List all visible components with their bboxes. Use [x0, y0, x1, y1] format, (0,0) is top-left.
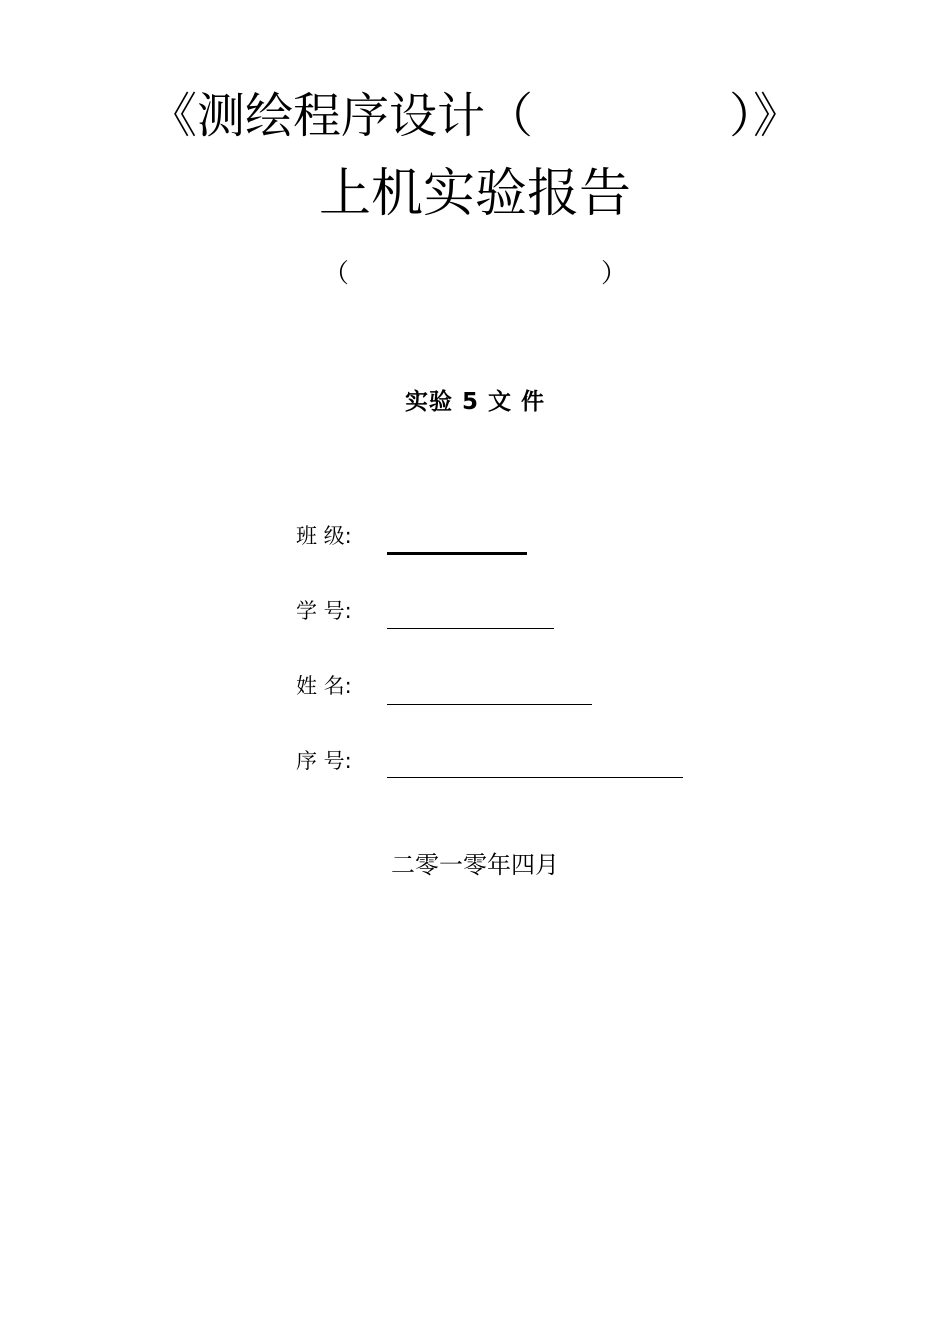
report-title-line-1 — [0, 84, 950, 148]
report-title-line-2: 上机实验报告 — [318, 164, 631, 224]
class-label: 班 级: — [296, 524, 352, 548]
experiment-heading: 实验 5 文 件 — [404, 389, 546, 415]
name-label: 姓 名: — [296, 674, 352, 698]
title-line-1-right: ）》 — [729, 88, 802, 144]
sequence-number-blank-line — [387, 777, 683, 778]
sequence-number-label: 序 号: — [296, 749, 352, 773]
name-blank-line — [387, 704, 592, 705]
report-date: 二零一零年四月 — [391, 851, 559, 879]
student-id-blank-line — [387, 628, 554, 629]
student-id-label: 学 号: — [296, 599, 352, 623]
subtitle-open-paren: （ — [322, 259, 349, 289]
subtitle-parentheses — [0, 256, 950, 292]
subtitle-close-paren: ） — [601, 259, 628, 289]
class-blank-line — [387, 552, 527, 555]
title-line-1-left: 《测绘程序设计（ — [148, 88, 533, 144]
